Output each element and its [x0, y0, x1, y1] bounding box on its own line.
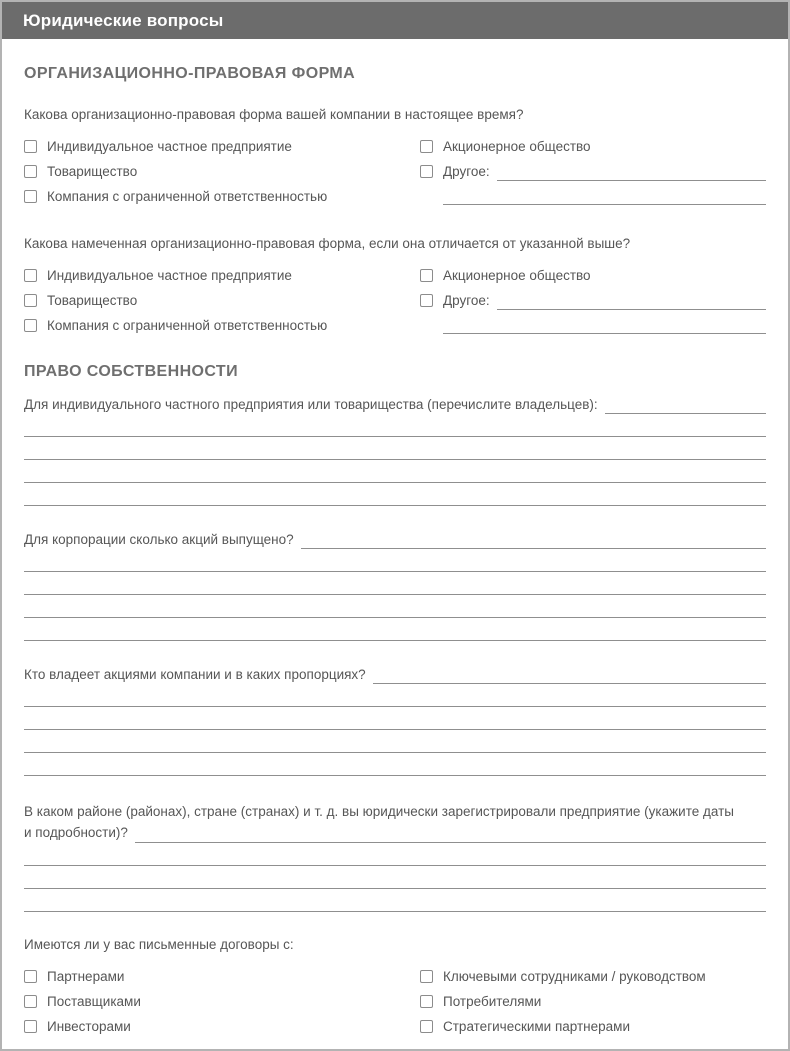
checkbox[interactable]: [24, 319, 37, 332]
question-text-line2-row: [24, 822, 766, 843]
other-write-in-line[interactable]: [497, 171, 766, 181]
option-label: Индивидуальное частное предприятие: [47, 268, 292, 283]
other-write-in-line-2[interactable]: [443, 316, 766, 334]
option-key-employees[interactable]: [420, 964, 766, 989]
write-in-line[interactable]: [24, 437, 766, 460]
checkbox-group-current-form: [24, 134, 766, 209]
option-label: Компания с ограниченной ответственностью: [47, 318, 328, 333]
option-suppliers[interactable]: [24, 989, 420, 1014]
write-in-line[interactable]: [24, 595, 766, 618]
option-consumers[interactable]: [420, 989, 766, 1014]
option-label: Другое:: [443, 164, 490, 179]
section-heading-ownership: ПРАВО СОБСТВЕННОСТИ: [24, 363, 238, 380]
checkbox[interactable]: [420, 1020, 433, 1033]
option-joint-stock[interactable]: [420, 263, 766, 288]
write-in-line[interactable]: [24, 618, 766, 641]
question-text: Для корпорации сколько акций выпущено?: [24, 532, 294, 547]
option-other[interactable]: [420, 159, 766, 184]
write-in-line[interactable]: [24, 460, 766, 483]
option-label: Другое:: [443, 293, 490, 308]
option-strategic-partners[interactable]: [420, 1014, 766, 1039]
page-header-bar: [2, 2, 788, 39]
option-label: Акционерное общество: [443, 268, 591, 283]
other-continuation-row: [420, 184, 766, 209]
write-in-line[interactable]: [605, 400, 766, 414]
checkbox[interactable]: [24, 294, 37, 307]
option-label: Компания с ограниченной ответственностью: [47, 189, 328, 204]
checkbox-column-left: [24, 134, 420, 209]
option-investors[interactable]: [24, 1014, 420, 1039]
checkbox[interactable]: [420, 165, 433, 178]
question-shares-issued: [24, 531, 766, 549]
write-in-line[interactable]: [24, 483, 766, 506]
option-llc[interactable]: [24, 184, 420, 209]
option-label: Ключевыми сотрудниками / руководством: [443, 969, 706, 984]
section-heading-legal-form: ОРГАНИЗАЦИОННО-ПРАВОВАЯ ФОРМА: [24, 65, 356, 82]
checkbox-column-right: [420, 134, 766, 209]
option-partnership[interactable]: [24, 288, 420, 313]
checkbox[interactable]: [24, 970, 37, 983]
option-label: Потребителями: [443, 994, 542, 1009]
write-in-line[interactable]: [24, 866, 766, 889]
option-label: Стратегическими партнерами: [443, 1019, 630, 1034]
checkbox[interactable]: [420, 140, 433, 153]
write-in-line[interactable]: [24, 549, 766, 572]
write-in-line[interactable]: [301, 535, 766, 549]
option-label: Товарищество: [47, 293, 138, 308]
write-in-line[interactable]: [24, 889, 766, 912]
checkbox-column-left: [24, 263, 420, 338]
question-registration-region: [24, 801, 766, 843]
checkbox[interactable]: [24, 190, 37, 203]
write-in-line[interactable]: [24, 572, 766, 595]
checkbox-column-left: [24, 964, 420, 1039]
option-label: Инвесторами: [47, 1019, 131, 1034]
write-in-line[interactable]: [24, 843, 766, 866]
write-in-line[interactable]: [24, 414, 766, 437]
option-partners[interactable]: [24, 964, 420, 989]
other-continuation-row: [420, 313, 766, 338]
option-joint-stock[interactable]: [420, 134, 766, 159]
question-who-owns-shares: [24, 666, 766, 684]
write-in-line[interactable]: [24, 753, 766, 776]
option-other[interactable]: [420, 288, 766, 313]
checkbox[interactable]: [24, 1020, 37, 1033]
checkbox[interactable]: [24, 995, 37, 1008]
checkbox-column-right: [420, 964, 766, 1039]
checkbox-group-agreements: [24, 964, 766, 1039]
checkbox[interactable]: [420, 970, 433, 983]
checkbox[interactable]: [24, 140, 37, 153]
page-title: Юридические вопросы: [23, 10, 224, 30]
option-llc[interactable]: [24, 313, 420, 338]
checkbox-group-planned-form: [24, 263, 766, 338]
checkbox[interactable]: [420, 269, 433, 282]
question-written-agreements: Имеются ли у вас письменные договоры с:: [24, 937, 294, 952]
write-in-line[interactable]: [24, 730, 766, 753]
option-partnership[interactable]: [24, 159, 420, 184]
checkbox[interactable]: [24, 269, 37, 282]
checkbox[interactable]: [420, 294, 433, 307]
option-sole-proprietorship[interactable]: [24, 263, 420, 288]
write-in-line[interactable]: [24, 684, 766, 707]
option-label: Поставщиками: [47, 994, 141, 1009]
question-text-line1: В каком районе (районах), стране (странах) и т. д. вы юридически зарегистрировали предприятие (укажите даты: [24, 804, 734, 819]
option-label: Индивидуальное частное предприятие: [47, 139, 292, 154]
write-in-line[interactable]: [135, 829, 766, 843]
form-content: [2, 64, 788, 1039]
question-current-form: Какова организационно-правовая форма вашей компании в настоящее время?: [24, 107, 524, 122]
question-owners: [24, 396, 766, 414]
checkbox[interactable]: [24, 165, 37, 178]
option-label: Товарищество: [47, 164, 138, 179]
question-planned-form: Какова намеченная организационно-правовая форма, если она отличается от указанной выше?: [24, 236, 631, 251]
other-write-in-line-2[interactable]: [443, 187, 766, 205]
write-in-line[interactable]: [373, 670, 766, 684]
question-text-line2: и подробности)?: [24, 825, 128, 840]
checkbox-column-right: [420, 263, 766, 338]
question-text: Кто владеет акциями компании и в каких пропорциях?: [24, 667, 366, 682]
other-write-in-line[interactable]: [497, 300, 766, 310]
checkbox[interactable]: [420, 995, 433, 1008]
option-sole-proprietorship[interactable]: [24, 134, 420, 159]
option-label: Акционерное общество: [443, 139, 591, 154]
option-label: Партнерами: [47, 969, 125, 984]
write-in-line[interactable]: [24, 707, 766, 730]
question-text: Для индивидуального частного предприятия или товарищества (перечислите владельцев):: [24, 397, 598, 412]
